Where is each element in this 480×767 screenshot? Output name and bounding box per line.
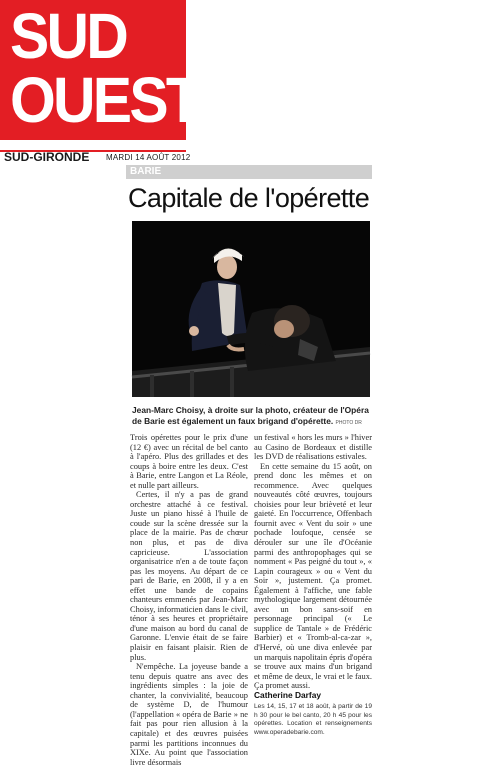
masthead-line1: SUD: [10, 0, 127, 72]
practical-info: Les 14, 15, 17 et 18 août, à partir de 19 h 30 pour le bel canto, 20 h 45 pour les opérettes. Location et renseignements www.operadebarie.com.: [254, 703, 372, 736]
paragraph: un festival « hors les murs » l'hiver au Casino de Bordeaux et distille les DVD de réalisations estivales.: [254, 433, 372, 462]
author-signature: Catherine Darfay: [254, 689, 322, 700]
photo-caption: [132, 405, 372, 429]
rubric-bar: [126, 165, 372, 179]
rubric-label: BARIE: [130, 166, 162, 177]
paragraph: Trois opérettes pour le prix d'une (12 €) avec un récital de bel canto à l'apéro. Plus des grillades et des coups à boire entre les deux. C'est à Barie, entre Langon et La Réole, et nulle part ailleurs.: [130, 433, 248, 490]
article-photo: [132, 221, 370, 397]
edition-name: SUD-GIRONDE: [4, 150, 90, 164]
performers-photo-illustration: [132, 221, 370, 397]
article-column-2: [254, 433, 372, 737]
paragraph: Certes, il n'y a pas de grand orchestre attaché à ce festival. Juste un piano hissé à l'huile de coude sur la scène dressée sur la place de la mairie. Pas de chœur non plus, et pas de diva capricieuse. L'association organisatrice n'en a de toute façon pas les moyens. Au départ de ce pari de Barie, en 2008, il y a en effet une bande de copains chanteurs emmenés par Jean-Marc Choisy, informaticien dans le civil, ténor à ses heures et propriétaire d'une maison au bord du canal de Garonne. L'envie était de se faire plaisir en faisant plaisir. Rien de plus.: [130, 490, 248, 662]
article-column-1: [130, 433, 248, 767]
photo-caption-text: Jean-Marc Choisy, à droite sur la photo, créateur de l'Opéra de Barie est également un faux brigand d'opérette.: [132, 405, 369, 426]
masthead-logo: [0, 0, 200, 140]
article-headline: Capitale de l'opérette: [128, 183, 370, 213]
paragraph: N'empêche. La joyeuse bande a tenu depuis quatre ans avec des ingrédients simples : la joie de chanter, la convivialité, beaucoup de système D, de l'humour (l'appellation « opéra de Barie » ne fait pas pour rien allusion à la capitale) et des œuvres puisées parmi les partitions inconnues du XIXe. Au point que l'association livre désormais: [130, 662, 248, 767]
paragraph: En cette semaine du 15 août, on prend donc les mêmes et on recommence. Avec quelques nouveautés côté œuvres, toujours choisies pour leur brièveté et leur gaieté. En l'occurrence, Offenbach fournit avec « Vent du soir » une pochade loufoque, censée se dérouler sur une île d'Océanie parmi des anthropophages qui se nomment « Pas peigné du tout », « Lapin courageux » ou « Vent du Soir », justement. Ça promet. Également à l'affiche, une fable mythologique largement détournée avec un bon sans-soif en personnage principal (« Le supplice de Tantale » de Frédéric Barbier) et « Tromb-al-ca-zar », d'Hervé, où une diva enlevée par un marquis napolitain épris d'opéra se trouve aux mains d'un brigand et même de deux, le vrai et le faux. Ça promet aussi.: [254, 461, 372, 691]
photo-credit: PHOTO DR: [335, 420, 362, 426]
edition-date: MARDI 14 AOÛT 2012: [106, 153, 191, 162]
masthead-line2: OUEST: [10, 64, 200, 136]
